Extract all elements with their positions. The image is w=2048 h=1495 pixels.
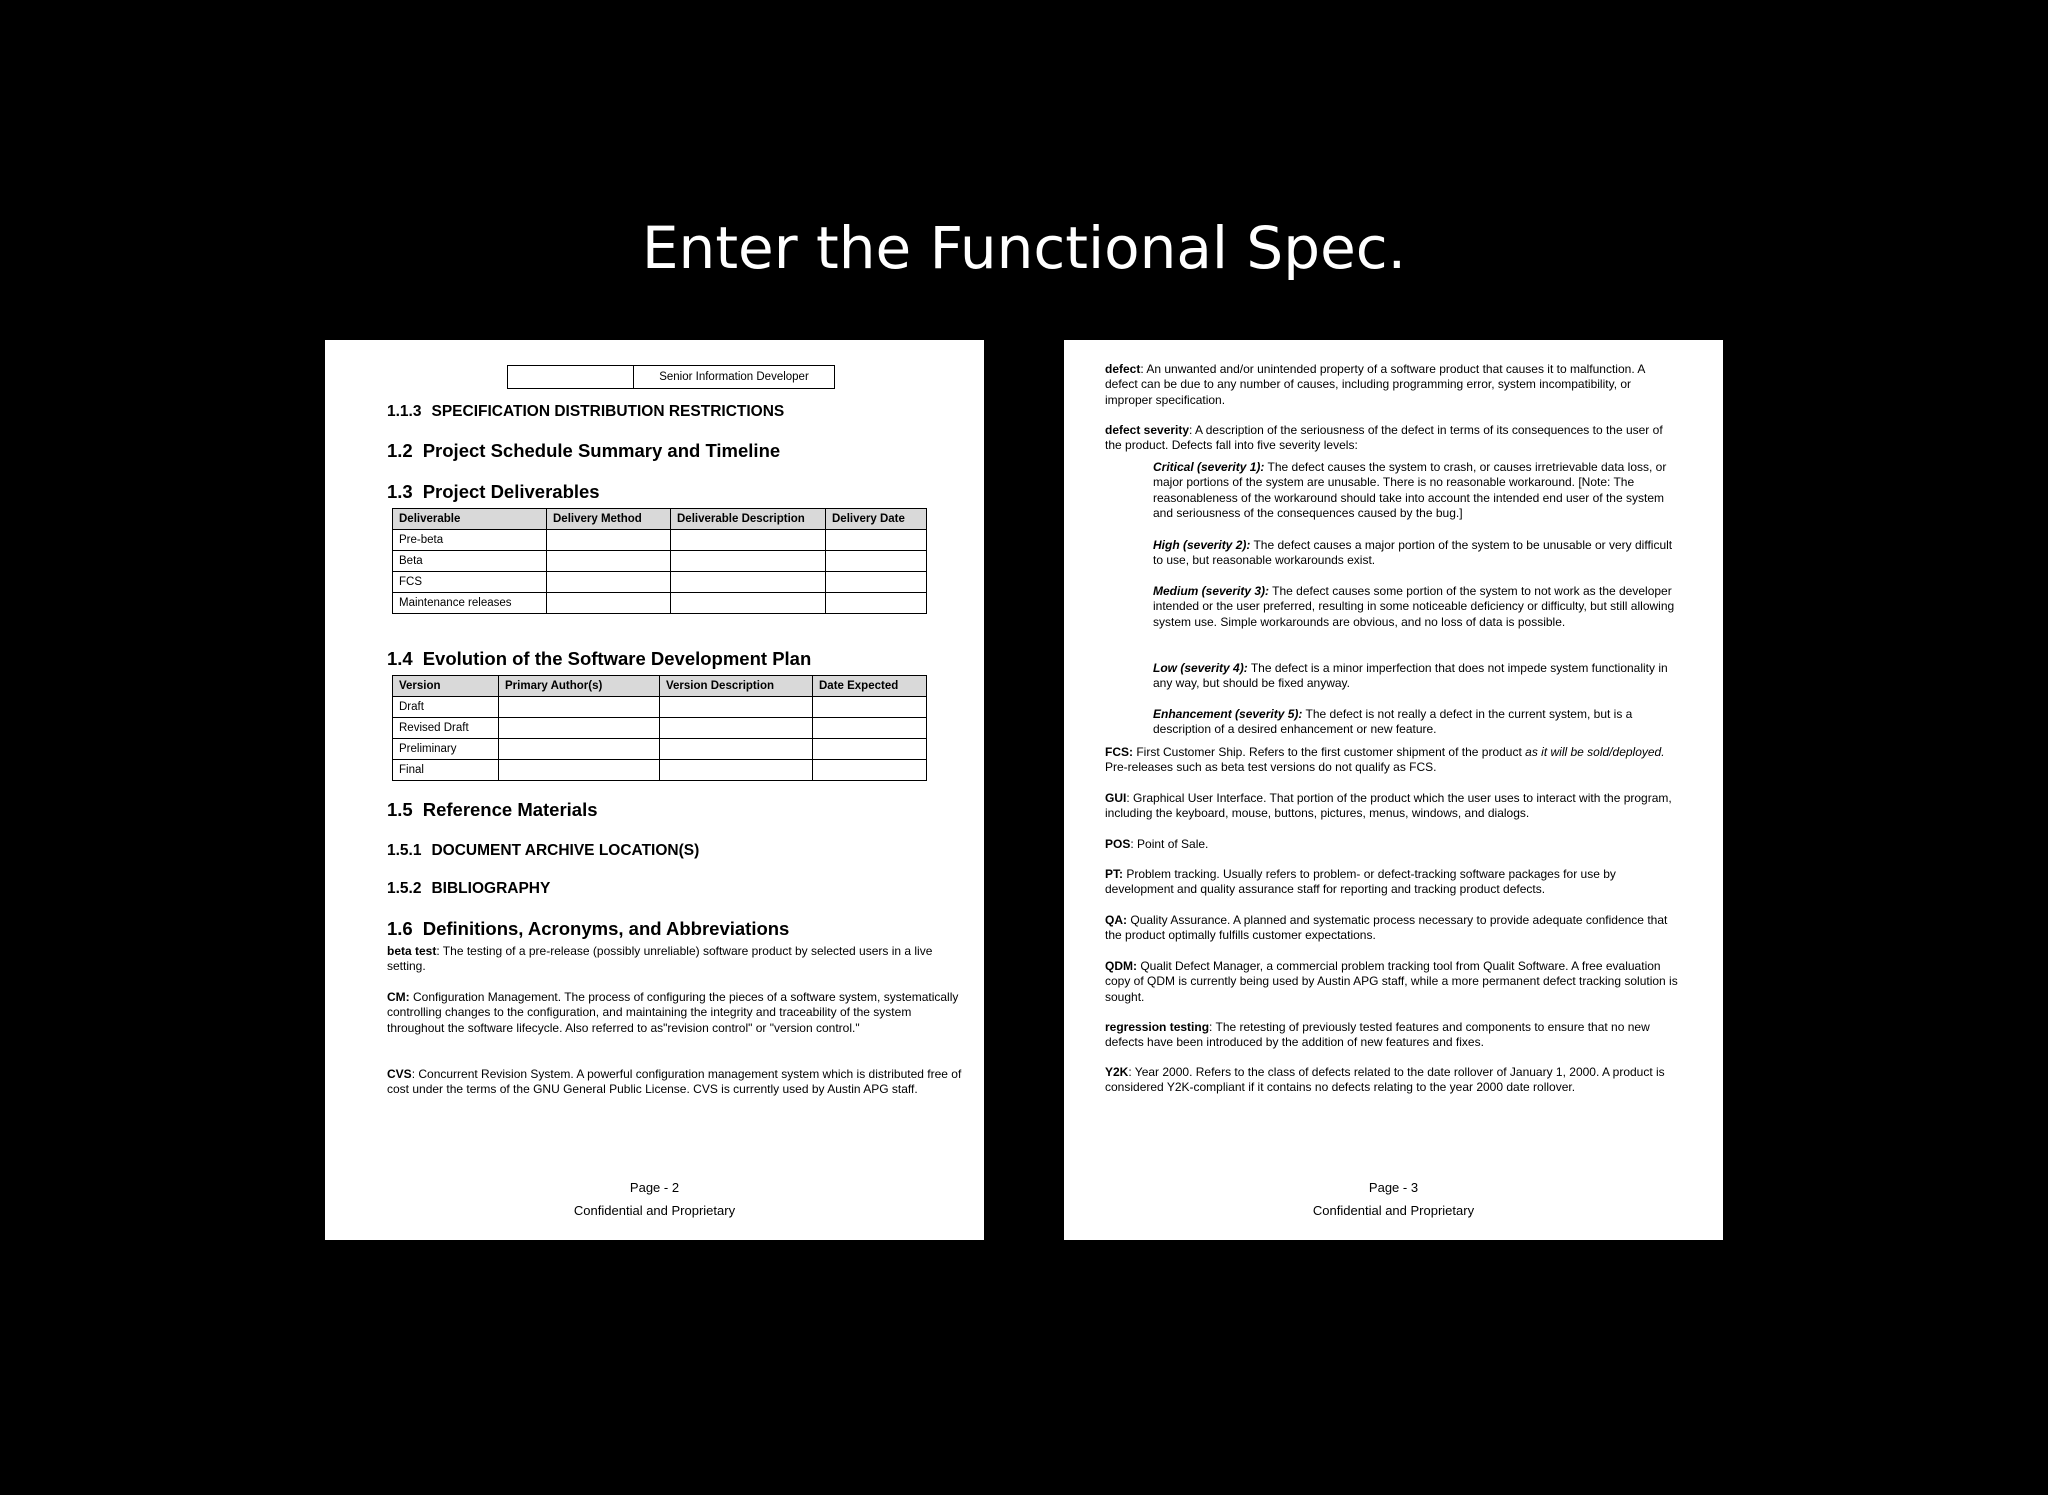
section-title: Definitions, Acronyms, and Abbreviations — [422, 918, 790, 939]
table-header-row — [393, 676, 927, 697]
definition-text: : Point of Sale. — [1130, 837, 1209, 851]
table-cell — [671, 572, 826, 593]
definition-cvs — [387, 1067, 962, 1098]
column-header: Primary Author(s) — [499, 676, 660, 697]
definition-italic: as it will be sold/deployed. — [1525, 745, 1665, 759]
table-cell — [547, 572, 671, 593]
section-title: Reference Materials — [422, 799, 598, 820]
section-1-3 — [387, 481, 600, 503]
header-box — [507, 365, 835, 389]
table-cell — [660, 739, 813, 760]
confidential-notice: Confidential and Proprietary — [573, 1203, 736, 1218]
definition-term: FCS: — [1105, 745, 1133, 759]
table-cell: Preliminary — [393, 739, 499, 760]
severity-enhancement — [1153, 707, 1681, 738]
page-number: Page - 2 — [629, 1180, 680, 1195]
definition-text: First Customer Ship. Refers to the first customer shipment of the product — [1133, 745, 1526, 759]
definition-fcs — [1105, 745, 1680, 776]
table-row — [393, 739, 927, 760]
document-page-3 — [1064, 340, 1723, 1240]
definition-gui — [1105, 791, 1680, 822]
table-cell — [660, 718, 813, 739]
deliverables-table — [392, 508, 927, 614]
severity-term: Critical (severity 1): — [1153, 460, 1265, 474]
definition-regression-testing — [1105, 1020, 1680, 1051]
column-header: Deliverable Description — [671, 509, 826, 530]
table-cell — [660, 760, 813, 781]
definition-text: : Year 2000. Refers to the class of defects related to the date rollover of January 1, 2000. A product is considered Y2K-compliant if it contains no defects relating to the year 2000 date rollover. — [1105, 1065, 1665, 1095]
evolution-table — [392, 675, 927, 781]
definition-text: : A description of the seriousness of the defect in terms of its consequences to the user of the product. Defects fall into five severity levels: — [1105, 423, 1663, 453]
table-row — [393, 697, 927, 718]
definition-pt — [1105, 867, 1680, 898]
definition-text: : The testing of a pre-release (possibly unreliable) software product by selected users in a live setting. — [387, 944, 933, 974]
severity-term: High (severity 2): — [1153, 538, 1251, 552]
document-page-2 — [325, 340, 984, 1240]
section-1-1-3 — [387, 403, 784, 421]
table-header-row — [393, 509, 927, 530]
section-1-5-1 — [387, 842, 699, 860]
definition-text: Quality Assurance. A planned and systematic process necessary to provide adequate confidence that the product optimally fulfills customer expectations. — [1105, 913, 1668, 943]
column-header: Delivery Date — [826, 509, 927, 530]
table-cell — [813, 760, 927, 781]
section-number: 1.5.1 — [387, 842, 422, 859]
table-cell: Maintenance releases — [393, 593, 547, 614]
table-cell — [499, 697, 660, 718]
definition-term: QA: — [1105, 913, 1127, 927]
section-number: 1.5 — [387, 799, 413, 820]
table-cell — [813, 697, 927, 718]
section-1-6 — [387, 918, 789, 940]
section-number: 1.1.3 — [387, 403, 422, 420]
table-cell — [826, 551, 927, 572]
table-row — [393, 551, 927, 572]
column-header: Version Description — [660, 676, 813, 697]
severity-term: Medium (severity 3): — [1153, 584, 1270, 598]
table-cell — [547, 593, 671, 614]
section-number: 1.4 — [387, 648, 413, 669]
table-cell — [547, 551, 671, 572]
definition-term: beta test — [387, 944, 437, 958]
definition-term: defect — [1105, 362, 1141, 376]
table-row — [393, 760, 927, 781]
section-title: Project Schedule Summary and Timeline — [422, 440, 781, 461]
section-1-5 — [387, 799, 598, 821]
header-blank-cell — [508, 366, 634, 388]
table-row — [393, 593, 927, 614]
table-cell — [826, 572, 927, 593]
section-number: 1.3 — [387, 481, 413, 502]
definition-term: defect severity — [1105, 423, 1190, 437]
table-cell: Revised Draft — [393, 718, 499, 739]
table-cell — [499, 739, 660, 760]
page-number: Page - 3 — [1368, 1180, 1419, 1195]
definition-term: CVS — [387, 1067, 412, 1081]
severity-high — [1153, 538, 1681, 569]
section-title: BIBLIOGRAPHY — [431, 880, 551, 897]
column-header: Deliverable — [393, 509, 547, 530]
definition-qa — [1105, 913, 1680, 944]
section-1-2 — [387, 440, 780, 462]
section-number: 1.2 — [387, 440, 413, 461]
definition-y2k — [1105, 1065, 1680, 1096]
table-cell — [660, 697, 813, 718]
table-cell — [499, 760, 660, 781]
definition-text: : Graphical User Interface. That portion of the product which the user uses to interact with the program, including the keyboard, mouse, buttons, pictures, menus, windows, and dialogs. — [1105, 791, 1672, 821]
definition-term: CM: — [387, 990, 410, 1004]
table-cell: Pre-beta — [393, 530, 547, 551]
section-1-4 — [387, 648, 811, 670]
section-title: Project Deliverables — [422, 481, 600, 502]
definition-term: PT: — [1105, 867, 1123, 881]
definition-term: QDM: — [1105, 959, 1137, 973]
table-row — [393, 530, 927, 551]
definition-text: : Concurrent Revision System. A powerful configuration management system which is distributed free of cost under the terms of the GNU General Public License. CVS is currently used by Austin APG staff. — [387, 1067, 962, 1097]
section-number: 1.5.2 — [387, 880, 422, 897]
definition-defect-severity — [1105, 423, 1680, 454]
definition-text: Qualit Defect Manager, a commercial problem tracking tool from Qualit Software. A free evaluation copy of QDM is currently being used by Austin APG staff, while a more permanent defect tracking solution is sought. — [1105, 959, 1678, 1004]
table-row — [393, 718, 927, 739]
definition-term: Y2K — [1105, 1065, 1129, 1079]
table-cell — [671, 551, 826, 572]
confidential-notice: Confidential and Proprietary — [1312, 1203, 1475, 1218]
header-role: Senior Information Developer — [659, 371, 809, 383]
severity-term: Enhancement (severity 5): — [1153, 707, 1303, 721]
table-cell — [813, 739, 927, 760]
definition-term: POS — [1105, 837, 1131, 851]
definition-beta-test — [387, 944, 962, 975]
severity-text: The defect is not really a defect in the current system, but is a description of a desired enhancement or new feature. — [1153, 707, 1633, 737]
table-cell — [499, 718, 660, 739]
severity-medium — [1153, 584, 1681, 630]
table-cell: Draft — [393, 697, 499, 718]
definition-term: GUI — [1105, 791, 1127, 805]
severity-text: The defect causes some portion of the system to not work as the developer intended or the user preferred, resulting in some noticeable deficiency or difficulty, but still allowing system use. Simple workarounds are obvious, and no loss of data is possible. — [1153, 584, 1675, 629]
section-title: SPECIFICATION DISTRIBUTION RESTRICTIONS — [431, 403, 785, 420]
table-row — [393, 572, 927, 593]
definition-qdm — [1105, 959, 1680, 1005]
severity-text: The defect is a minor imperfection that does not impede system functionality in any way, but should be fixed anyway. — [1153, 661, 1668, 691]
severity-critical — [1153, 460, 1681, 521]
definition-text: : The retesting of previously tested features and components to ensure that no new defects have been introduced by the addition of new features and fixes. — [1105, 1020, 1650, 1050]
definition-text: Configuration Management. The process of configuring the pieces of a software system, systematically controlling changes to the configuration, and maintaining the integrity and traceability of the system throughout the software lifecycle. Also referred to as"revision control" or "version control." — [387, 990, 959, 1035]
column-header: Version — [393, 676, 499, 697]
definition-defect — [1105, 362, 1680, 408]
severity-text: The defect causes the system to crash, or causes irretrievable data loss, or major portions of the system are unusable. There is no reasonable workaround. [Note: The reasonableness of the workaround should take into account the intended end user of the system and seriousness of the consequences caused by the bug.] — [1153, 460, 1667, 520]
column-header: Delivery Method — [547, 509, 671, 530]
table-cell — [547, 530, 671, 551]
definition-text: : An unwanted and/or unintended property of a software product that causes it to malfunction. A defect can be due to any number of causes, including programming error, system incompatibility, or improper specification. — [1105, 362, 1645, 407]
table-cell — [826, 530, 927, 551]
definition-cm — [387, 990, 962, 1036]
table-cell: Final — [393, 760, 499, 781]
definition-text: Problem tracking. Usually refers to problem- or defect-tracking software packages for use by development and quality assurance staff for reporting and tracking product defects. — [1105, 867, 1616, 897]
severity-low — [1153, 661, 1681, 692]
definition-text: Pre-releases such as beta test versions do not qualify as FCS. — [1105, 760, 1437, 775]
table-cell — [671, 530, 826, 551]
section-1-5-2 — [387, 880, 550, 898]
definition-term: regression testing — [1105, 1020, 1210, 1034]
section-title: Evolution of the Software Development Plan — [422, 648, 812, 669]
table-cell — [813, 718, 927, 739]
table-cell — [671, 593, 826, 614]
slide-title: Enter the Functional Spec. — [641, 214, 1407, 282]
table-cell — [826, 593, 927, 614]
table-cell: Beta — [393, 551, 547, 572]
column-header: Date Expected — [813, 676, 927, 697]
section-number: 1.6 — [387, 918, 413, 939]
definition-pos — [1105, 837, 1680, 852]
severity-text: The defect causes a major portion of the system to be unusable or very difficult to use, but reasonable workarounds exist. — [1153, 538, 1673, 568]
section-title: DOCUMENT ARCHIVE LOCATION(S) — [431, 842, 700, 859]
severity-term: Low (severity 4): — [1153, 661, 1248, 675]
table-cell: FCS — [393, 572, 547, 593]
